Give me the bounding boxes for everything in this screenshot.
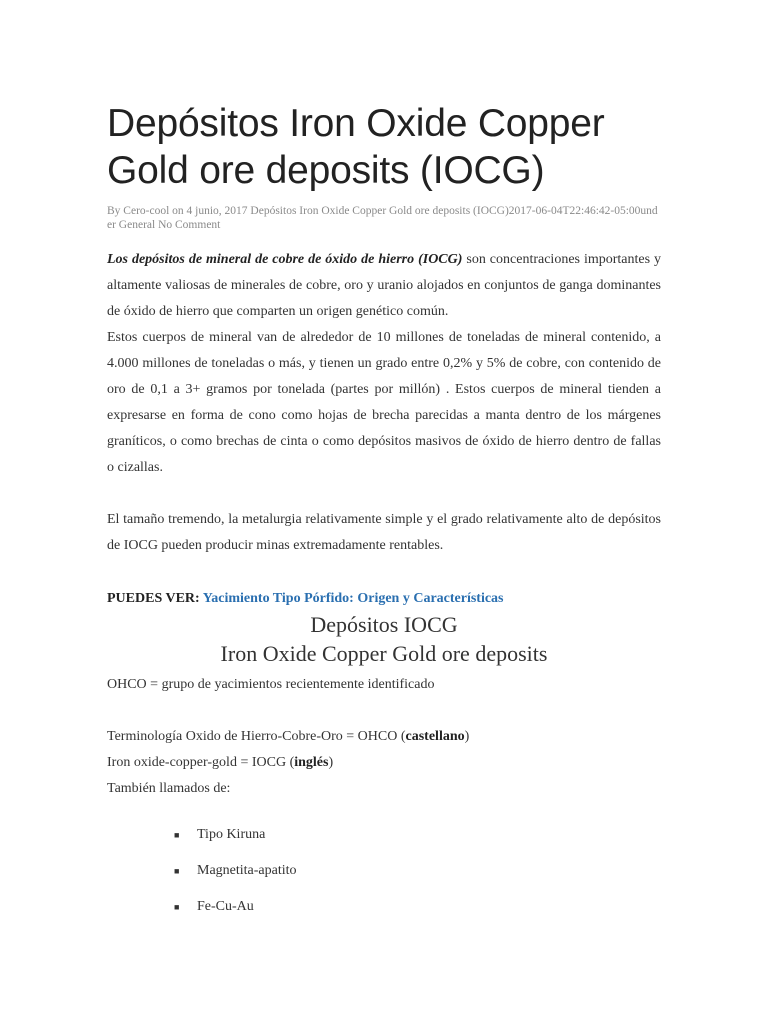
slide-title-line2: Iron Oxide Copper Gold ore deposits [220,641,548,666]
see-also [107,586,661,612]
terminology-ingles-text: Iron oxide-copper-gold = IOCG ( [107,755,295,770]
lead-paragraph [107,247,661,325]
castellano-label: castellano [405,729,465,744]
terminology-castellano-text: Terminología Oxido de Hierro-Cobre-Oro = OHCO ( [107,729,406,744]
slide-content [107,610,661,916]
ingles-label: inglés [294,755,329,770]
list-item-label: Fe-Cu-Au [197,899,254,914]
slide-title-line1: Depósitos IOCG [310,612,458,637]
paragraph-profitability: El tamaño tremendo, la metalurgia relativamente simple y el grado relativamente alto de depósitos de IOCG pueden producir minas extremadamente rentables. [107,512,661,553]
terminology-castellano [107,724,661,750]
list-item [174,862,661,880]
terminology-ingles [107,750,661,776]
article [107,0,661,934]
square-bullet-icon: ■ [174,830,180,840]
list-item [174,898,661,916]
lead-text: son concentraciones importantes y altamente valiosas de minerales de cobre, oro y uranio alojados en conjuntos de ganga dominantes de óxido de hierro que comparten un origen genético común. [107,252,662,319]
list-item-label: Magnetita-apatito [197,863,297,878]
square-bullet-icon: ■ [174,866,180,876]
post-meta: By Cero-cool on 4 junio, 2017 Depósitos Iron Oxide Copper Gold ore deposits (IOCG)2017-06-04T22:46:42-05:00under General No Comment [107,205,658,231]
paragraph-size-grade: Estos cuerpos de mineral van de alrededor de 10 millones de toneladas de mineral contenido, a 4.000 millones de toneladas o más, y tienen un grado entre 0,2% y 5% de cobre, con contenido de oro de 0,1 a 3+ gramos por tonelada (partes por millón) . Estos cuerpos de mineral tienden a expresarse en forma de cono como hojas de brecha parecidas a manta dentro de los márgenes graníticos, o como brechas de cinta o como depósitos masivos de óxido de hierro dentro de fallas o cizallas. [107,330,661,475]
terminology-ingles-close: ) [328,755,334,770]
square-bullet-icon: ■ [174,902,180,912]
list-item-label: Tipo Kiruna [197,827,266,842]
see-also-link[interactable]: Yacimiento Tipo Pórfido: Origen y Características [202,591,504,606]
see-also-label: PUEDES VER: [107,591,200,606]
ohco-definition: OHCO = grupo de yacimientos recientemente identificado [107,677,435,692]
lead-emphasis: Los depósitos de mineral de cobre de óxido de hierro (IOCG) [107,252,463,267]
also-called-list [107,826,661,916]
terminology-castellano-close: ) [464,729,470,744]
page-title: Depósitos Iron Oxide Copper Gold ore deposits (IOCG) [107,102,605,192]
list-item [174,826,661,844]
also-called-label: También llamados de: [107,781,231,796]
